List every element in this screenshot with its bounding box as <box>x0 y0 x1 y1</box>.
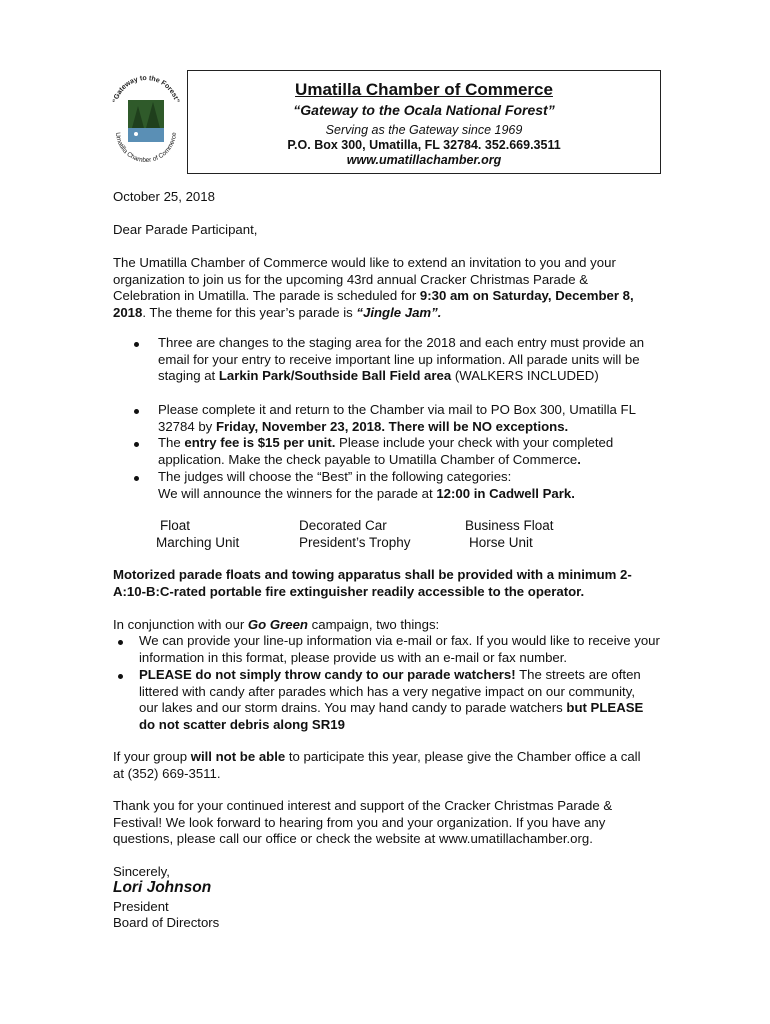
category-presidents-trophy: President’s Trophy <box>299 535 411 550</box>
unable-text: to participate this year, please give the Chamber office a call at (352) 669-3511. <box>113 749 641 781</box>
green-text: In conjunction with our <box>113 617 248 632</box>
intro-theme: “Jingle Jam”. <box>356 304 442 320</box>
signer-role: President <box>113 899 169 914</box>
bullet-judges <box>158 469 658 502</box>
logo-arc-bottom-text: Umatilla Chamber of Commerce <box>113 132 179 165</box>
green-bullet-candy <box>139 667 644 733</box>
bullet-text: (WALKERS INCLUDED) <box>451 368 599 384</box>
bullet-dot <box>118 674 123 679</box>
awards-time: 12:00 in Cadwell Park. <box>436 485 575 501</box>
letterhead-box <box>187 70 661 174</box>
category-horse-unit: Horse Unit <box>469 535 533 550</box>
entry-fee: entry fee is $15 per unit. <box>184 435 336 450</box>
bullet-dot <box>134 442 139 447</box>
signer-board: Board of Directors <box>113 915 220 930</box>
unable-text: If your group <box>113 749 191 764</box>
letterhead-since: Serving as the Gateway since 1969 <box>325 123 523 137</box>
intro-text-2: . The theme for this year’s parade is <box>142 304 357 320</box>
bullet-text: Please complete it and return to the Chamber via mail to PO Box 300, Umatilla FL 32784 by <box>158 402 636 434</box>
closing: Sincerely, <box>113 864 170 879</box>
bullet-text: The judges will choose the “Best” in the following categories: <box>158 469 512 484</box>
bullet-text: We will announce the winners for the parade at <box>158 485 437 501</box>
chamber-logo <box>108 70 184 182</box>
deadline-text: Friday, November 23, 2018. There will be NO exceptions. <box>215 418 569 434</box>
category-marching-unit: Marching Unit <box>156 535 240 550</box>
green-text: campaign, two things: <box>307 617 440 632</box>
bullet-dot <box>134 342 139 347</box>
bullet-text: . <box>577 451 581 467</box>
safety-text: Motorized parade floats and towing apparatus shall be provided with a minimum 2-A:10-B:C-rated portable fire extinguisher readily accessible to the operator. <box>113 567 632 599</box>
green-bullet-email: We can provide your line-up information via e-mail or fax. If you would like to receive your information in this format, please provide us with an e-mail or fax number. <box>139 633 660 665</box>
bullet-dot <box>134 476 139 481</box>
letterhead-address: P.O. Box 300, Umatilla, FL 32784. 352.669.3511 <box>287 138 561 152</box>
bullet-fee <box>158 435 658 468</box>
letterhead-website[interactable] <box>188 153 660 168</box>
safety-notice <box>113 567 658 600</box>
letter-date: October 25, 2018 <box>113 189 215 204</box>
category-float: Float <box>160 518 191 533</box>
unable-paragraph <box>113 749 648 782</box>
go-green-intro <box>113 617 673 634</box>
letterhead-tagline: “Gateway to the Ocala National Forest” <box>293 102 555 118</box>
unable-bold: will not be able <box>190 749 286 764</box>
green-text: The streets are often littered with candy after parades which has a very negative impact on our community, our lakes and our storm drains. You may hand candy to parade watchers <box>139 667 641 716</box>
thanks-paragraph: Thank you for your continued interest and support of the Cracker Christmas Parade & Festival! We look forward to hearing from you and your organization. If you have any questions, please call our office or check the website at www.umatillachamber.org. <box>113 798 613 847</box>
letter-salutation: Dear Parade Participant, <box>113 222 258 237</box>
intro-time: 9:30 am on Saturday, December 8, 2018 <box>113 288 634 320</box>
intro-text-1: The Umatilla Chamber of Commerce would like to extend an invitation to you and your organization to join us for the upcoming 43rd annual Cracker Christmas Parade & Celebration in Umatilla. The parade is scheduled for <box>113 255 616 304</box>
go-green-label: Go Green <box>247 617 308 632</box>
letterhead-title: Umatilla Chamber of Commerce <box>295 80 553 99</box>
bullet-text: Three are changes to the staging area for the 2018 and each entry must provide an email for your entry to receive important line up information. All parade units will be staging at <box>158 335 645 384</box>
signer-name: Lori Johnson <box>113 879 212 896</box>
bullet-deadline <box>158 402 658 435</box>
bullet-dot <box>118 640 123 645</box>
logo-arc-top-text: “Gateway to the Forest” <box>111 74 181 104</box>
website-link[interactable]: www.umatillachamber.org <box>346 153 502 167</box>
staging-location: Larkin Park/Southside Ball Field area <box>218 368 452 384</box>
intro-paragraph <box>113 255 653 321</box>
debris-warning: but PLEASE do not scatter debris along SR19 <box>139 700 644 732</box>
category-decorated-car: Decorated Car <box>299 518 387 533</box>
candy-warning: PLEASE do not simply throw candy to our parade watchers! <box>139 667 516 682</box>
svg-text:“Gateway to the Forest” <box>112 75 180 104</box>
bullet-text: Please include your check with your completed application. Make the check payable to Umatilla Chamber of Commerce <box>158 435 614 467</box>
bullet-staging <box>158 335 658 385</box>
bullet-dot <box>134 409 139 414</box>
bullet-text: The <box>158 435 185 450</box>
category-business-float: Business Float <box>465 518 554 533</box>
